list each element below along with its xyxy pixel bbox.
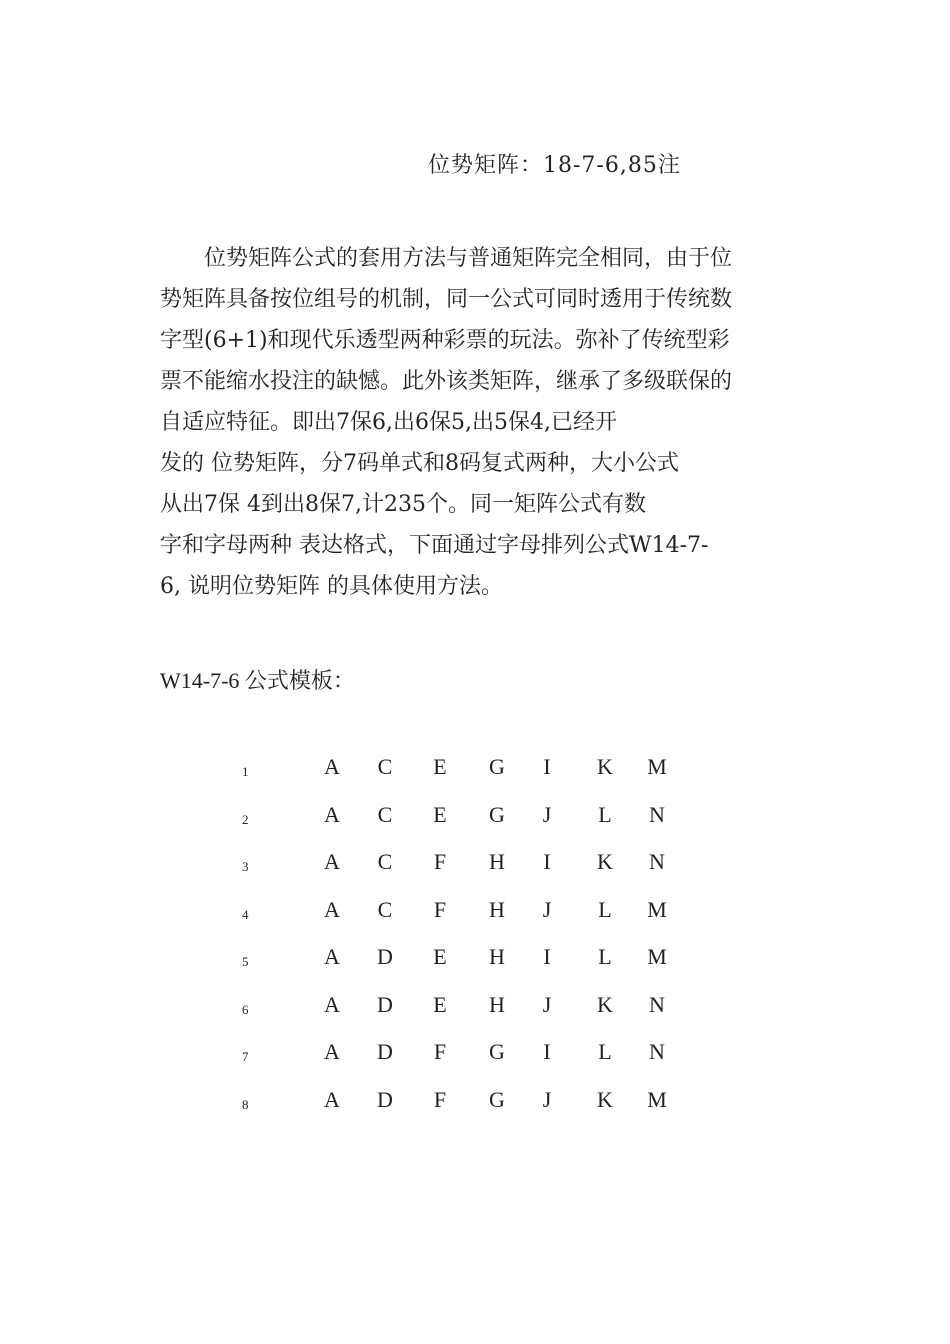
matrix-cell: A — [324, 991, 340, 1017]
matrix-cell: K — [597, 849, 613, 874]
row-number: 2 — [242, 811, 249, 827]
matrix-cell: H — [489, 944, 505, 969]
matrix-cell: C — [377, 849, 393, 874]
matrix-cell: A — [324, 944, 340, 969]
matrix-cell: A — [324, 801, 340, 827]
paragraph-line: 票不能缩水投注的缺憾。此外该类矩阵，继承了多级联保的 — [160, 369, 733, 394]
matrix-cell: J — [542, 1086, 552, 1112]
row-number: 3 — [242, 859, 249, 874]
page-title: 位势矩阵：18-7-6,85注 — [428, 153, 681, 178]
paragraph-line: 发的 位势矩阵，分7码单式和8码复式两种，大小公式 — [160, 451, 679, 476]
matrix-cell: M — [647, 1086, 667, 1112]
paragraph-line: 自适应特征。即出7保6,出6保5,出5保4,已经开 — [160, 410, 617, 435]
matrix-cell: A — [324, 1039, 340, 1064]
row-number: 7 — [242, 1049, 249, 1064]
matrix-cell: G — [489, 1039, 505, 1064]
matrix-cell: M — [647, 944, 667, 969]
row-number: 4 — [242, 906, 249, 922]
paragraph-line: 字型(6+1)和现代乐透型两种彩票的玩法。弥补了传统型彩 — [160, 328, 730, 353]
matrix-cell: L — [598, 896, 612, 922]
matrix-cell: H — [489, 991, 505, 1017]
matrix-cell: G — [489, 1086, 505, 1112]
matrix-cell: A — [324, 849, 340, 874]
matrix-cell: N — [649, 1039, 665, 1064]
matrix-cell: C — [377, 754, 393, 779]
matrix-cell: G — [489, 754, 505, 779]
row-number: 1 — [242, 764, 249, 779]
matrix-cell: E — [433, 991, 447, 1017]
matrix-cell: C — [377, 896, 393, 922]
matrix-cell: F — [433, 1039, 447, 1064]
matrix-cell: G — [489, 801, 505, 827]
matrix-cell: D — [377, 1039, 393, 1064]
matrix-cell: H — [489, 849, 505, 874]
matrix-cell: M — [647, 754, 667, 779]
matrix-cell: E — [433, 944, 447, 969]
matrix-cell: E — [433, 801, 447, 827]
paragraph-line: 6, 说明位势矩阵 的具体使用方法。 — [160, 574, 503, 599]
matrix-cell: F — [433, 896, 447, 922]
matrix-cell: I — [543, 1039, 551, 1064]
matrix-cell: L — [598, 1039, 612, 1064]
matrix-cell: K — [597, 991, 613, 1017]
matrix-cell: F — [433, 849, 447, 874]
matrix-cell: M — [647, 896, 667, 922]
matrix-cell: I — [543, 849, 551, 874]
template-heading: W14-7-6 公式模板： — [160, 668, 355, 693]
matrix-cell: H — [489, 896, 505, 922]
row-number: 8 — [242, 1096, 249, 1112]
matrix-cell: A — [324, 896, 340, 922]
matrix-cell: D — [377, 991, 393, 1017]
paragraph-line: 位势矩阵公式的套用方法与普通矩阵完全相同，由于位 — [160, 246, 733, 271]
matrix-cell: C — [377, 801, 393, 827]
paragraph-line: 从出7保 4到出8保7,计235个。同一矩阵公式有数 — [160, 492, 646, 517]
matrix-cell: N — [649, 849, 665, 874]
row-number: 6 — [242, 1001, 249, 1017]
matrix-cell: K — [597, 1086, 613, 1112]
matrix-cell: N — [649, 801, 665, 827]
matrix-cell: L — [598, 801, 612, 827]
matrix-cell: A — [324, 1086, 340, 1112]
matrix-cell: L — [598, 944, 612, 969]
matrix-cell: J — [542, 991, 552, 1017]
paragraph-line: 字和字母两种 表达格式，下面通过字母排列公式W14-7- — [160, 533, 709, 558]
matrix-cell: N — [649, 991, 665, 1017]
matrix-cell: I — [543, 754, 551, 779]
matrix-cell: A — [324, 754, 340, 779]
matrix-cell: D — [377, 1086, 393, 1112]
matrix-cell: F — [433, 1086, 447, 1112]
matrix-cell: E — [433, 754, 447, 779]
matrix-cell: J — [542, 801, 552, 827]
row-number: 5 — [242, 954, 249, 969]
matrix-cell: I — [543, 944, 551, 969]
matrix-cell: D — [377, 944, 393, 969]
intro-paragraph — [160, 238, 792, 607]
paragraph-line: 势矩阵具备按位组号的机制，同一公式可同时透用于传统数 — [160, 287, 733, 312]
matrix-cell: J — [542, 896, 552, 922]
matrix-cell: K — [597, 754, 613, 779]
